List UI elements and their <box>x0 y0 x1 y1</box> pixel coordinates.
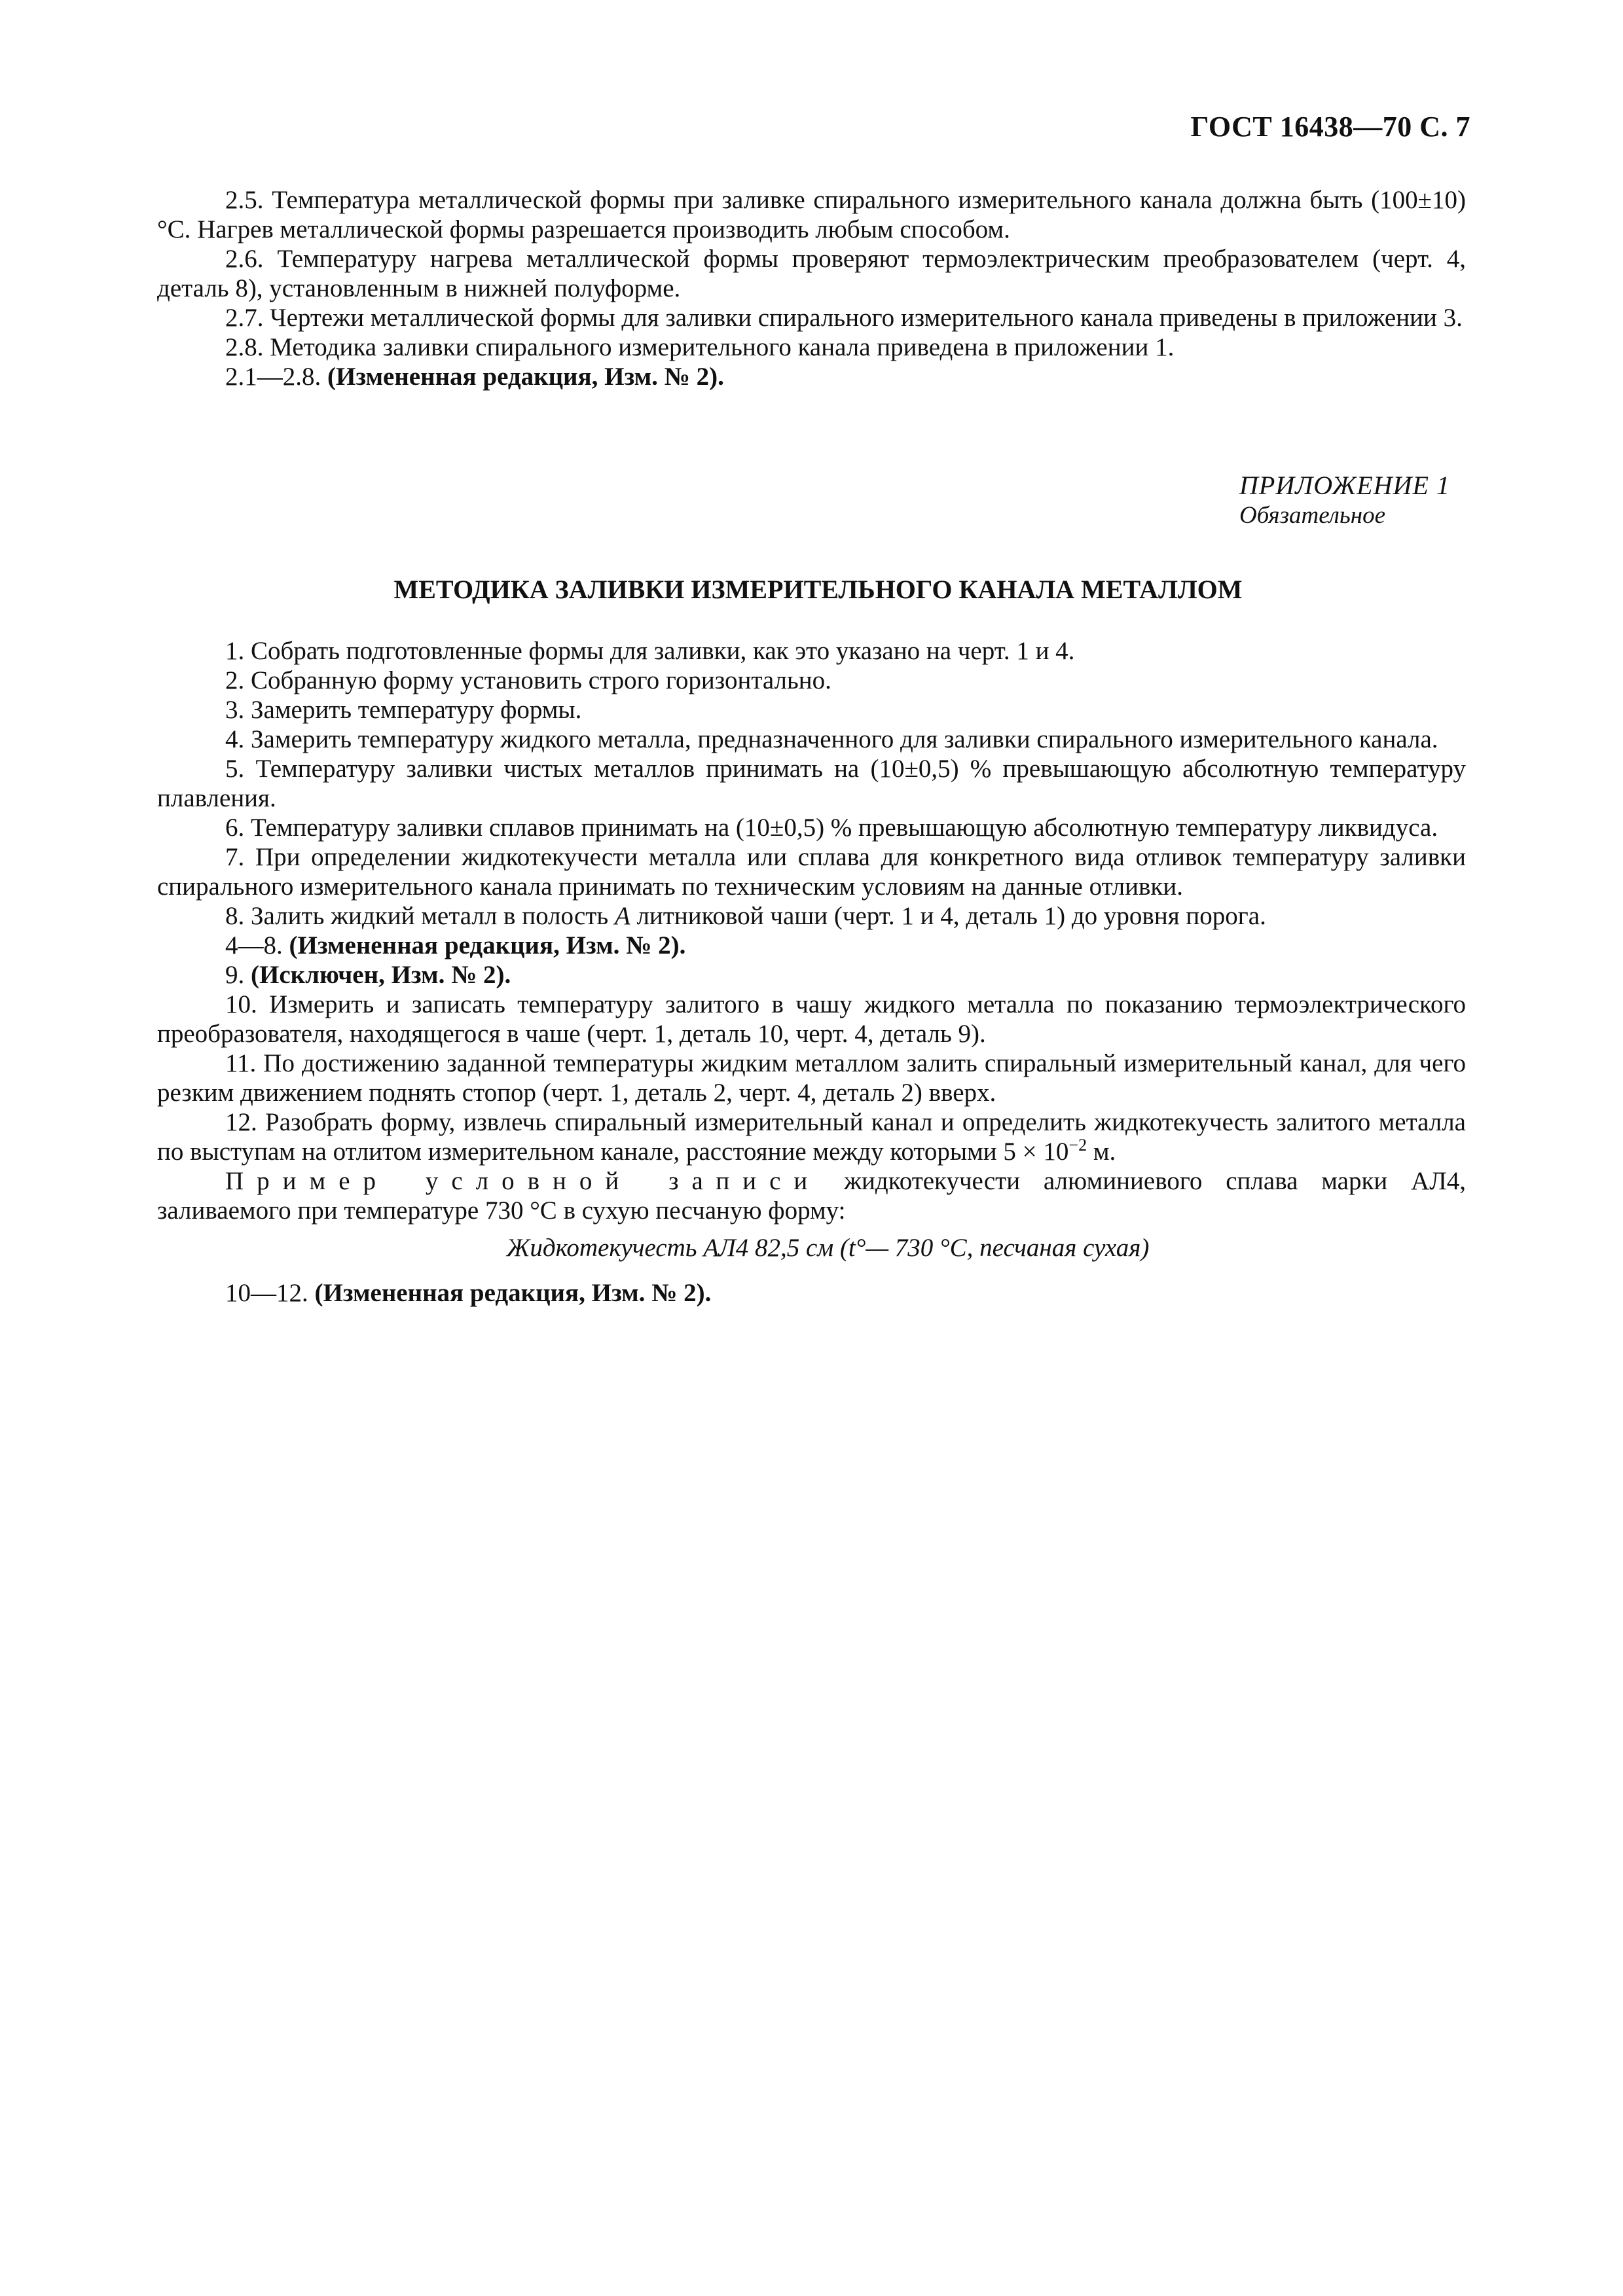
clause-2-6: 2.6. Температуру нагрева металлической формы проверяют термоэлектрическим преобразователем (черт. 4, деталь 8), установленным в нижней полуформе. <box>157 245 1466 302</box>
page-header: ГОСТ 16438—70 С. 7 <box>1190 111 1470 143</box>
document-body <box>157 185 1466 1308</box>
appendix-title: ПРИЛОЖЕНИЕ 1 <box>1239 471 1450 500</box>
step-12-exponent: −2 <box>1068 1136 1087 1155</box>
step-5: 5. Температуру заливки чистых металлов принимать на (10±0,5) % превышающую абсолютную температуру плавления. <box>157 755 1466 812</box>
step-12-text: 12. Разобрать форму, извлечь спиральный измерительный канал и определить жидкотекучесть залитого металла по выступам на отлитом измерительном канале, расстояние между которыми 5 × 10 <box>157 1108 1466 1166</box>
clause-2-8: 2.8. Методика заливки спирального измерительного канала приведена в приложении 1. <box>225 333 1175 361</box>
amendment-note-text: (Измененная редакция, Изм. № 2). <box>314 1279 712 1307</box>
example-formula: Жидкотекучесть АЛ4 82,5 см (t°— 730 °С, песчаная сухая) <box>506 1234 1150 1262</box>
amendment-note-number: 2.1—2.8. <box>225 363 321 391</box>
example-label: Пример условной записи <box>225 1167 821 1195</box>
amendment-note-number: 4—8. <box>225 931 283 960</box>
step-8 <box>157 901 1466 931</box>
step-12 <box>157 1107 1466 1166</box>
step-2: 2. Собранную форму установить строго горизонтально. <box>225 666 831 694</box>
step-8-cavity-letter: А <box>614 902 630 930</box>
amendment-note-4-8 <box>157 931 1466 960</box>
step-12-unit: м. <box>1087 1138 1116 1166</box>
amendment-note-text: (Измененная редакция, Изм. № 2). <box>327 363 724 391</box>
step-8-text-end: литниковой чаши (черт. 1 и 4, деталь 1) до уровня порога. <box>630 902 1266 930</box>
step-4: 4. Замерить температуру жидкого металла, предназначенного для заливки спирального измерительного канала. <box>225 725 1438 753</box>
step-1: 1. Собрать подготовленные формы для заливки, как это указано на черт. 1 и 4. <box>225 637 1075 665</box>
clause-2-5: 2.5. Температура металлической формы при заливке спирального измерительного канала должна быть (100±10) °С. Нагрев металлической формы разрешается производить любым способом. <box>157 186 1466 243</box>
amendment-note-2-1-2-8 <box>157 362 1466 391</box>
step-8-text-start: 8. Залить жидкий металл в полость <box>225 902 615 930</box>
step-9 <box>157 960 1466 990</box>
step-10: 10. Измерить и записать температуру залитого в чашу жидкого металла по показанию термоэлектрического преобразователя, находящегося в чаше (черт. 1, деталь 10, черт. 4, деталь 9). <box>157 990 1466 1048</box>
step-6: 6. Температуру заливки сплавов принимать на (10±0,5) % превышающую абсолютную температуру ликвидуса. <box>225 814 1438 842</box>
step-9-excluded: (Исключен, Изм. № 2). <box>251 961 511 989</box>
amendment-note-text: (Измененная редакция, Изм. № 2). <box>289 931 686 960</box>
appendix-status: Обязательное <box>1239 502 1386 529</box>
amendment-note-number: 10—12. <box>225 1279 308 1307</box>
step-7: 7. При определении жидкотекучести металла или сплава для конкретного вида отливок температуру заливки спирального измерительного канала принимать по техническим условиям на данные отливки. <box>157 843 1466 901</box>
step-9-number: 9. <box>225 961 245 989</box>
appendix-label <box>1239 471 1466 531</box>
amendment-note-10-12 <box>157 1278 1466 1308</box>
appendix-heading: МЕТОДИКА ЗАЛИВКИ ИЗМЕРИТЕЛЬНОГО КАНАЛА МЕТАЛЛОМ <box>393 575 1243 604</box>
clause-2-7: 2.7. Чертежи металлической формы для заливки спирального измерительного канала приведены в приложении 3. <box>225 304 1463 332</box>
example-text: жидкотекучести алюминиевого сплава марки АЛ4, заливаемого при температуре 730 °С в сухую песчаную форму: <box>157 1167 1466 1225</box>
step-11: 11. По достижению заданной температуры жидким металлом залить спиральный измерительный канал, для чего резким движением поднять стопор (черт. 1, деталь 2, черт. 4, деталь 2) вверх. <box>157 1049 1466 1107</box>
step-3: 3. Замерить температуру формы. <box>225 696 582 724</box>
example-record <box>157 1166 1466 1225</box>
